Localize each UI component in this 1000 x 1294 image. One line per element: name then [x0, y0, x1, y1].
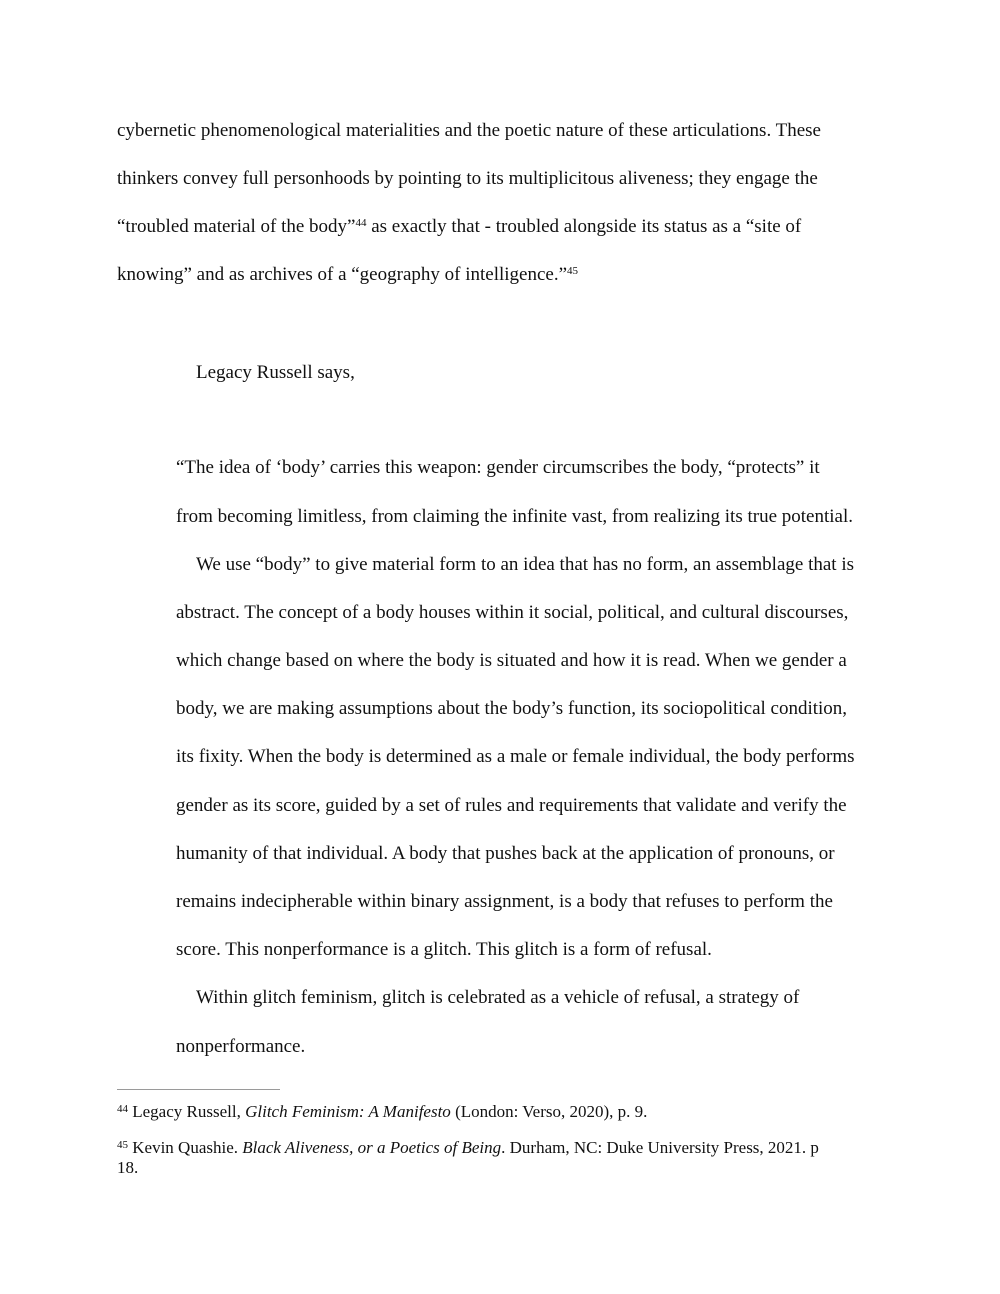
footnote-44-title: Glitch Feminism: A Manifesto — [245, 1102, 451, 1121]
footnote-separator — [117, 1089, 280, 1090]
body-line-1: cybernetic phenomenological materialities and the poetic nature of these articulations. These — [117, 120, 821, 141]
footnote-44-post: (London: Verso, 2020), p. 9. — [450, 1102, 648, 1121]
footnote-45-number: 45 — [117, 1139, 128, 1151]
quote-line-2: from becoming limitless, from claiming the infinite vast, from realizing its true potential. — [176, 506, 853, 527]
footnote-44-pre: Legacy Russell, — [132, 1102, 246, 1121]
body-line-4-text: knowing” and as archives of a “geography of intelligence.” — [117, 264, 568, 285]
footnote-44-number: 44 — [117, 1103, 128, 1115]
footnote-ref-45[interactable]: 45 — [567, 265, 579, 277]
quote-line-7: its fixity. When the body is determined as a male or female individual, the body performs — [176, 746, 855, 767]
body-line-3-text-a: “troubled material of the body” — [117, 216, 356, 237]
quote-line-11: score. This nonperformance is a glitch. This glitch is a form of refusal. — [176, 939, 712, 960]
quote-intro: Legacy Russell says, — [196, 362, 355, 383]
quote-line-1: “The idea of ‘body’ carries this weapon: gender circumscribes the body, “protects” it — [176, 457, 820, 478]
footnote-45-pre: Kevin Quashie. — [132, 1138, 243, 1157]
body-line-4 — [117, 263, 578, 287]
body-line-3-text-b: as exactly that - troubled alongside its status as a “site of — [371, 216, 802, 237]
footnote-45-continuation: 18. — [117, 1158, 139, 1177]
footnote-45-title: Black Aliveness, or a Poetics of Being — [242, 1138, 502, 1157]
footnote-45-post: . Durham, NC: Duke University Press, 2021. p — [501, 1138, 819, 1157]
footnote-ref-44[interactable]: 44 — [355, 217, 367, 229]
footnote-44 — [117, 1102, 647, 1122]
quote-line-12: Within glitch feminism, glitch is celebrated as a vehicle of refusal, a strategy of — [196, 987, 800, 1008]
quote-line-13: nonperformance. — [176, 1036, 306, 1057]
quote-line-9: humanity of that individual. A body that pushes back at the application of pronouns, or — [176, 843, 835, 864]
quote-line-3: We use “body” to give material form to an idea that has no form, an assemblage that is — [196, 554, 854, 575]
quote-line-6: body, we are making assumptions about the body’s function, its sociopolitical condition, — [176, 698, 848, 719]
body-line-2: thinkers convey full personhoods by pointing to its multiplicitous aliveness; they engage the — [117, 168, 818, 189]
body-line-3 — [117, 215, 801, 239]
quote-line-8: gender as its score, guided by a set of rules and requirements that validate and verify the — [176, 795, 847, 816]
quote-line-5: which change based on where the body is situated and how it is read. When we gender a — [176, 650, 847, 671]
footnote-45 — [117, 1138, 819, 1158]
quote-line-10: remains indecipherable within binary assignment, is a body that refuses to perform the — [176, 891, 833, 912]
quote-line-4: abstract. The concept of a body houses within it social, political, and cultural discourses, — [176, 602, 849, 623]
